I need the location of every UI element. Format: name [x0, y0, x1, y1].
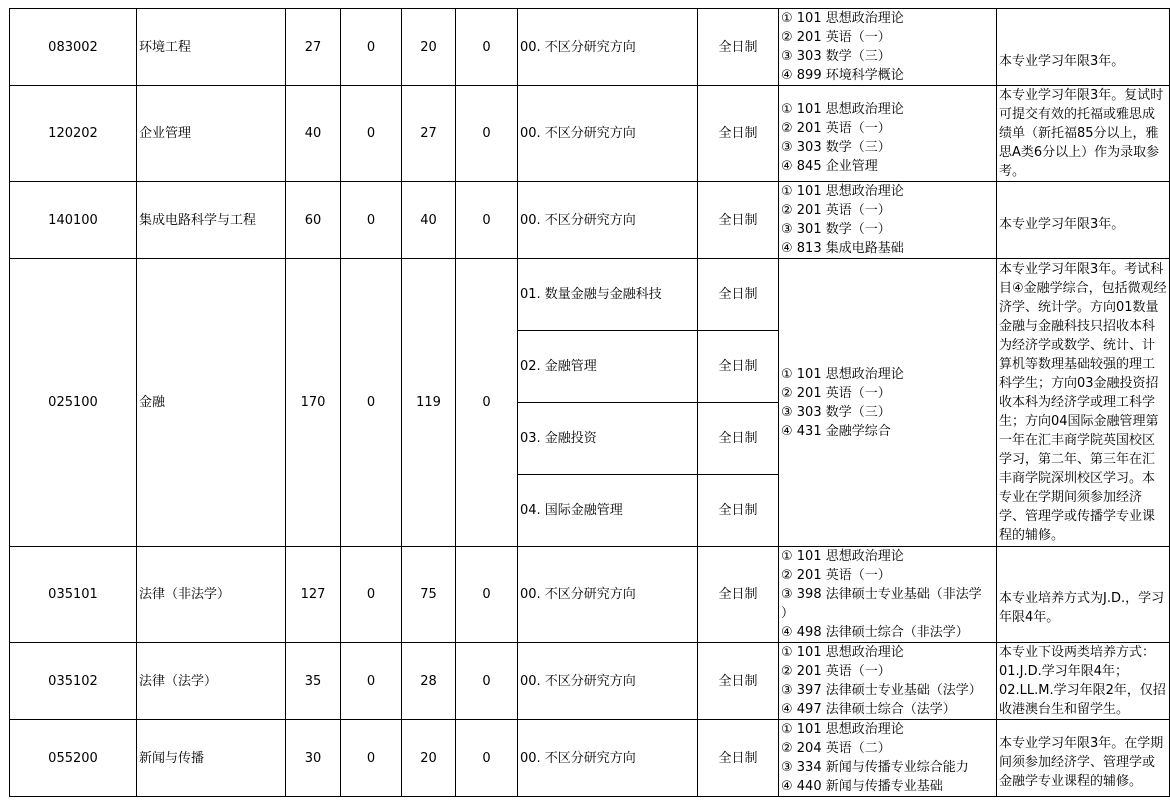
study-mode: 全日制 [698, 9, 779, 86]
exam-subjects [779, 643, 997, 720]
exam-subject: ③ 303 数学（三） [781, 404, 891, 420]
exam-subject: ④ 440 新闻与传播专业基础 [781, 779, 943, 794]
enrollment-count: 0 [456, 259, 518, 547]
remarks: 本专业学习年限3年。在学期间须参加经济学、管理学或金融学专业课程的辅修。 [997, 720, 1170, 797]
exam-subject: ② 204 英语（二） [781, 741, 891, 756]
exam-subject: ② 201 英语（一） [781, 664, 891, 679]
enrollment-count: 0 [456, 182, 518, 259]
exam-subjects [779, 720, 997, 797]
enrollment-total: 40 [286, 86, 341, 182]
remarks: 本专业学习年限3年。复试时可提交有效的托福或雅思成绩单（新托福85分以上，雅思A类6分以上）作为录取参考。 [997, 86, 1170, 182]
enrollment-count: 0 [456, 86, 518, 182]
remarks: 本专业下设两类培养方式：01.J.D.学习年限4年；02.LL.M.学习年限2年，仅招收港澳台生和留学生。 [997, 643, 1170, 720]
exam-subject: ② 201 英语（一） [781, 385, 891, 401]
study-mode: 全日制 [698, 259, 779, 331]
enrollment-count: 0 [456, 547, 518, 643]
research-direction: 03. 金融投资 [518, 403, 698, 475]
study-mode: 全日制 [698, 720, 779, 797]
enrollment-total: 60 [286, 182, 341, 259]
study-mode: 全日制 [698, 643, 779, 720]
table-row [10, 182, 1170, 259]
enrollment-total: 127 [286, 547, 341, 643]
remarks: 本专业学习年限3年。 [997, 9, 1170, 86]
exam-subject: ② 201 英语（一） [781, 120, 891, 136]
remarks: 本专业学习年限3年。考试科目④金融学综合，包括微观经济学、统计学。方向01数量金融与金融科技只招收本科为经济学或数学、统计、计算机等数理基础较强的理工科学生；方向03金融投资招收本科为经济学或理工科学生；方向04国际金融管理第一年在汇丰商学院英国校区学习，第二年、第三年在汇丰商学院深圳校区学习。本专业在学期间须参加经济学、管理学或传播学专业课程的辅修。 [997, 259, 1170, 547]
enrollment-count: 0 [341, 86, 402, 182]
enrollment-total: 27 [286, 9, 341, 86]
enrollment-count: 0 [456, 9, 518, 86]
enrollment-table [9, 8, 1170, 797]
enrollment-count: 27 [402, 86, 456, 182]
research-direction: 00. 不区分研究方向 [518, 86, 698, 182]
major-name: 法律（非法学） [137, 547, 286, 643]
major-name: 新闻与传播 [137, 720, 286, 797]
enrollment-total: 30 [286, 720, 341, 797]
enrollment-count: 0 [341, 9, 402, 86]
exam-subject: ① 101 思想政治理论 [781, 366, 904, 382]
enrollment-count: 0 [341, 259, 402, 547]
enrollment-count: 28 [402, 643, 456, 720]
major-code: 120202 [10, 86, 137, 182]
exam-subject: ③ 301 数学（一） [781, 222, 891, 237]
exam-subject: ④ 498 法律硕士综合（非法学） [781, 625, 969, 640]
enrollment-count: 0 [341, 547, 402, 643]
table-row [10, 259, 1170, 331]
enrollment-count: 20 [402, 9, 456, 86]
study-mode: 全日制 [698, 182, 779, 259]
research-direction: 00. 不区分研究方向 [518, 547, 698, 643]
enrollment-count: 119 [402, 259, 456, 547]
research-direction: 01. 数量金融与金融科技 [518, 259, 698, 331]
enrollment-count: 0 [456, 720, 518, 797]
enrollment-count: 0 [341, 720, 402, 797]
exam-subject: ④ 497 法律硕士综合（法学） [781, 702, 956, 717]
major-name: 法律（法学） [137, 643, 286, 720]
exam-subject: ① 101 思想政治理论 [781, 184, 904, 199]
study-mode: 全日制 [698, 403, 779, 475]
table-row [10, 86, 1170, 182]
major-code: 035102 [10, 643, 137, 720]
exam-subject: ③ 398 法律硕士专业基础（非法学 [781, 587, 982, 602]
study-mode: 全日制 [698, 475, 779, 547]
study-mode: 全日制 [698, 331, 779, 403]
enrollment-count: 75 [402, 547, 456, 643]
remarks: 本专业学习年限3年。 [997, 182, 1170, 259]
major-code: 035101 [10, 547, 137, 643]
exam-subject: ④ 431 金融学综合 [781, 423, 891, 439]
table-row [10, 9, 1170, 86]
enrollment-total: 35 [286, 643, 341, 720]
remarks: 本专业培养方式为J.D.，学习年限4年。 [997, 547, 1170, 643]
research-direction: 00. 不区分研究方向 [518, 643, 698, 720]
exam-subjects [779, 86, 997, 182]
exam-subject: ① 101 思想政治理论 [781, 549, 904, 564]
exam-subject: ③ 397 法律硕士专业基础（法学） [781, 683, 982, 698]
research-direction: 04. 国际金融管理 [518, 475, 698, 547]
exam-subject: ④ 813 集成电路基础 [781, 241, 904, 256]
major-name: 企业管理 [137, 86, 286, 182]
exam-subject: ① 101 思想政治理论 [781, 645, 904, 660]
major-code: 025100 [10, 259, 137, 547]
major-code: 083002 [10, 9, 137, 86]
research-direction: 00. 不区分研究方向 [518, 182, 698, 259]
enrollment-count: 0 [341, 182, 402, 259]
exam-subjects [779, 182, 997, 259]
major-name: 环境工程 [137, 9, 286, 86]
exam-subject: ② 201 英语（一） [781, 568, 891, 583]
exam-subject: ④ 899 环境科学概论 [781, 68, 904, 83]
exam-subject: ② 201 英语（一） [781, 203, 891, 218]
enrollment-count: 0 [456, 643, 518, 720]
exam-subjects [779, 547, 997, 643]
major-code: 140100 [10, 182, 137, 259]
table-row [10, 547, 1170, 643]
exam-subject: ③ 334 新闻与传播专业综合能力 [781, 760, 969, 775]
enrollment-total: 170 [286, 259, 341, 547]
table-row [10, 720, 1170, 797]
exam-subject: ） [781, 606, 795, 621]
major-name: 集成电路科学与工程 [137, 182, 286, 259]
exam-subjects [779, 9, 997, 86]
major-name: 金融 [137, 259, 286, 547]
enrollment-count: 20 [402, 720, 456, 797]
study-mode: 全日制 [698, 86, 779, 182]
exam-subject: ① 101 思想政治理论 [781, 101, 904, 117]
enrollment-count: 40 [402, 182, 456, 259]
enrollment-count: 0 [341, 643, 402, 720]
research-direction: 02. 金融管理 [518, 331, 698, 403]
exam-subject: ① 101 思想政治理论 [781, 11, 904, 26]
exam-subject: ③ 303 数学（三） [781, 139, 891, 155]
exam-subject: ③ 303 数学（三） [781, 49, 891, 64]
research-direction: 00. 不区分研究方向 [518, 720, 698, 797]
study-mode: 全日制 [698, 547, 779, 643]
exam-subject: ② 201 英语（一） [781, 30, 891, 45]
exam-subjects [779, 259, 997, 547]
exam-subject: ① 101 思想政治理论 [781, 722, 904, 737]
table-row [10, 643, 1170, 720]
exam-subject: ④ 845 企业管理 [781, 158, 878, 174]
research-direction: 00. 不区分研究方向 [518, 9, 698, 86]
major-code: 055200 [10, 720, 137, 797]
